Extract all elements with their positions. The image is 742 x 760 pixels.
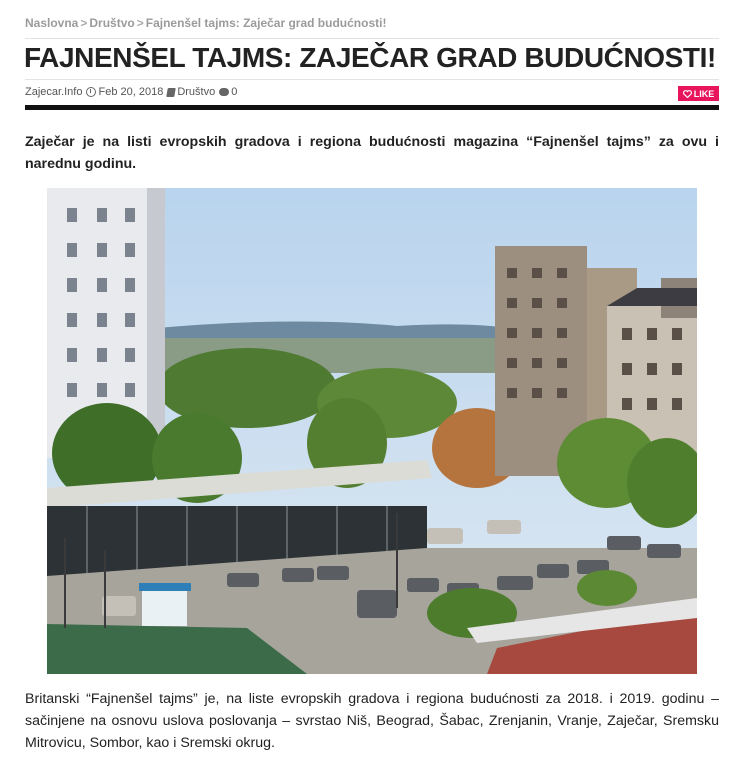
article-title: FAJNENŠEL TAJMS: ZAJEČAR GRAD BUDUĆNOSTI! [24, 42, 716, 73]
folder-icon [167, 88, 177, 97]
breadcrumb-separator: > [136, 16, 144, 30]
category-link[interactable]: Društvo [177, 86, 216, 98]
article-date: Feb 20, 2018 [98, 86, 164, 98]
like-label: LIKE [693, 88, 715, 99]
author-link[interactable]: Zajecar.Info [25, 86, 83, 98]
breadcrumb [25, 16, 386, 30]
heart-icon [683, 90, 692, 98]
divider [25, 105, 719, 110]
article-meta [25, 86, 237, 98]
breadcrumb-current: Fajnenšel tajms: Zaječar grad budućnosti! [145, 16, 387, 30]
article-body: Britanski “Fajnenšel tajms” je, na liste evropskih gradova i regiona budućnosti za 2018. i 2019. godinu – sačinjene na osnovu uslova poslovanja – svrstao Niš, Beograd, Šabac, Zrenjanin, Vranje, Zaječar, Sremsku Mitrovicu, Sombor, kao i Sremski okrug. [25, 691, 719, 751]
breadcrumb-home-link[interactable]: Naslovna [25, 16, 79, 30]
article-lead: Zaječar je na listi evropskih gradova i regiona budućnosti magazina “Fajnenšel tajms” za ovu i narednu godinu. [25, 134, 719, 172]
breadcrumb-category-link[interactable]: Društvo [89, 16, 135, 30]
clock-icon [86, 87, 96, 97]
comments-count[interactable]: 0 [231, 86, 238, 98]
breadcrumb-separator: > [80, 16, 88, 30]
comments-icon [219, 88, 229, 96]
divider [25, 38, 719, 39]
divider [25, 79, 719, 80]
like-button[interactable] [678, 86, 719, 101]
article-photo [47, 188, 697, 674]
